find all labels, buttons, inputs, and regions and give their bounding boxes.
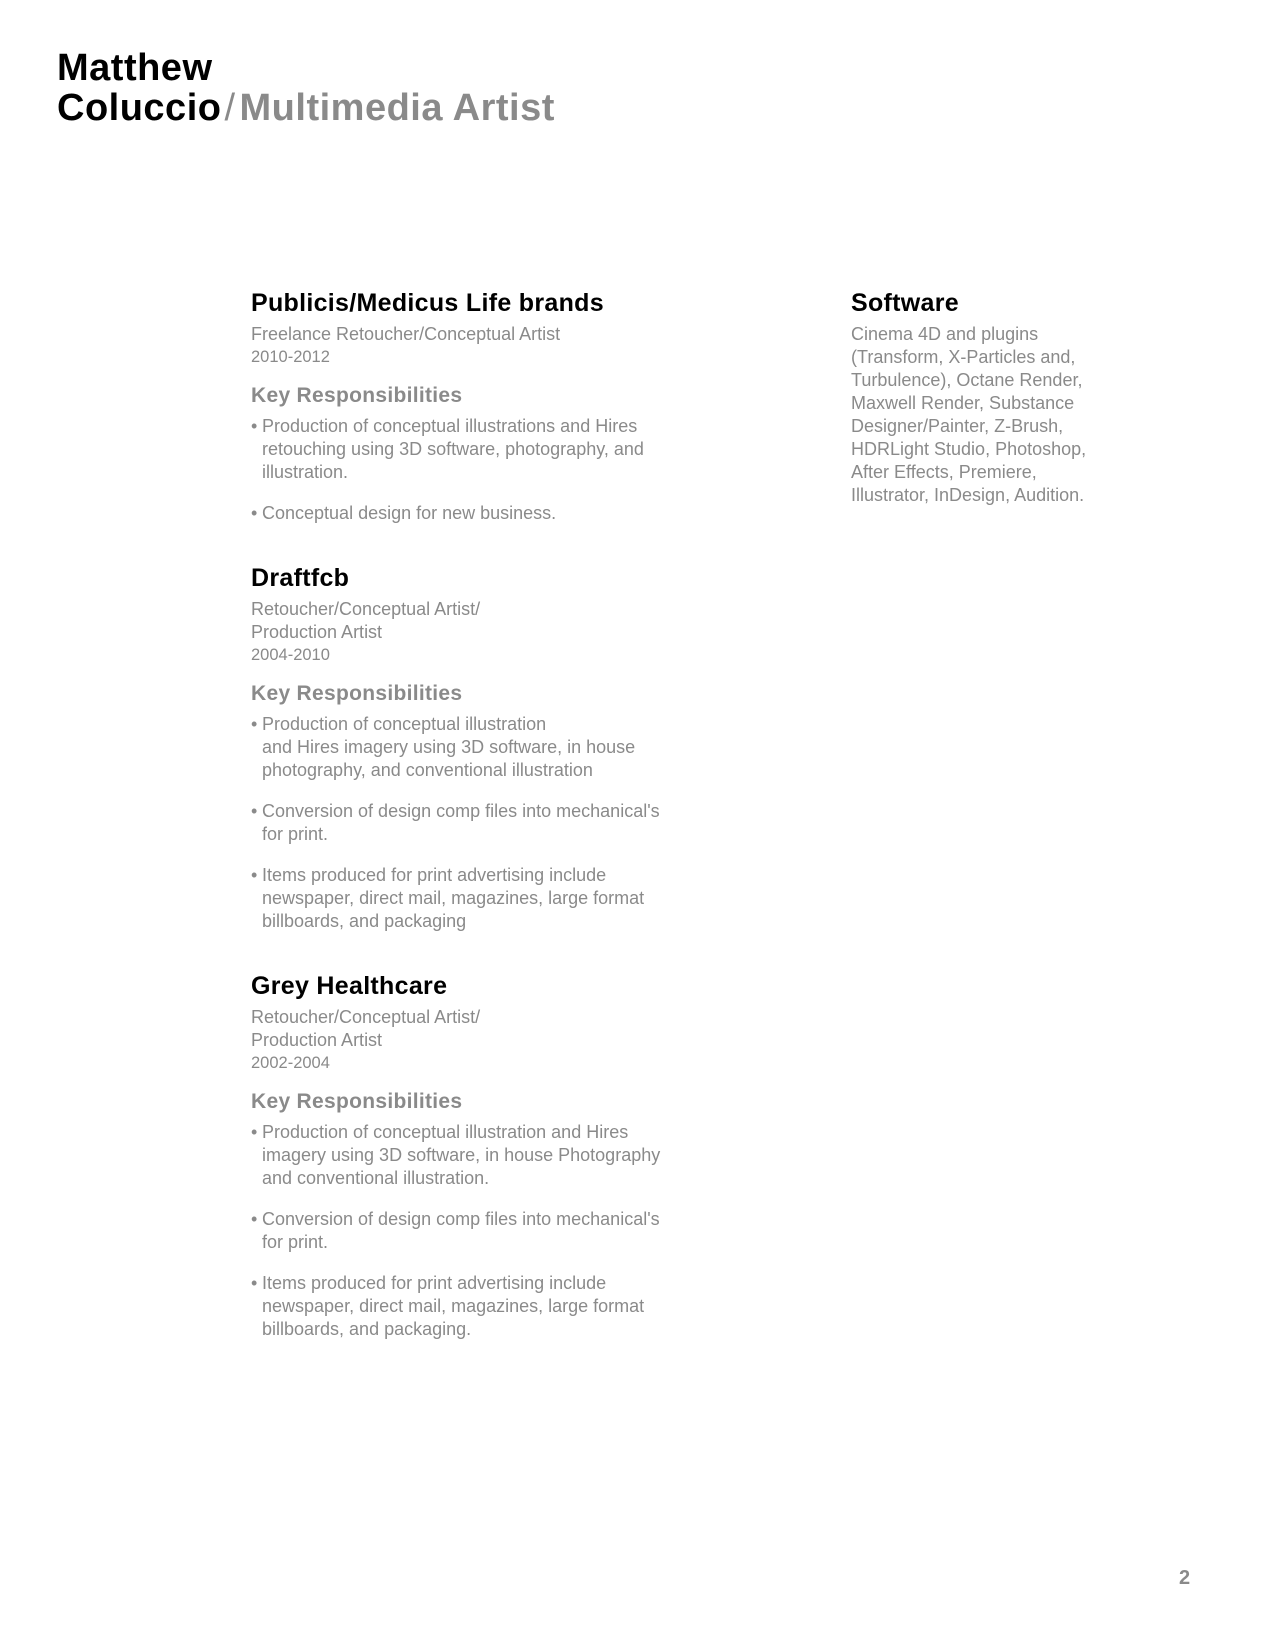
list-item-text: Production of conceptual illustration and Hires imagery using 3D software, in house photography, and conventional illustration <box>262 714 636 780</box>
list-item <box>251 415 731 484</box>
title-separator: / <box>224 87 236 129</box>
responsibilities-list <box>251 1121 731 1341</box>
job-entry-publicis <box>251 288 731 525</box>
bullet-icon: • <box>251 714 258 734</box>
job-dates: 2004-2010 <box>251 646 330 664</box>
job-dates: 2002-2004 <box>251 1054 330 1072</box>
responsibilities-heading: Key Responsibilities <box>251 682 463 705</box>
list-item-text: Conversion of design comp files into mechanical's for print. <box>262 801 660 844</box>
first-name: Matthew <box>57 47 213 89</box>
responsibilities-heading: Key Responsibilities <box>251 1090 463 1113</box>
page-header <box>57 48 555 128</box>
list-item <box>251 1121 731 1190</box>
list-item-text: Production of conceptual illustration and Hires imagery using 3D software, in house Photography and conventional illustration. <box>262 1122 661 1188</box>
list-item <box>251 1272 731 1341</box>
list-item <box>251 800 731 846</box>
responsibilities-list <box>251 415 731 525</box>
bullet-icon: • <box>251 416 258 436</box>
name-role-line <box>57 88 555 128</box>
job-entry-grey-healthcare <box>251 971 731 1341</box>
list-item-text: Items produced for print advertising include newspaper, direct mail, magazines, large format billboards, and packaging <box>262 865 645 931</box>
list-item <box>251 502 731 525</box>
job-role-title: Multimedia Artist <box>239 87 555 129</box>
bullet-icon: • <box>251 1209 258 1229</box>
company-name: Draftfcb <box>251 564 350 592</box>
job-position: Freelance Retoucher/Conceptual Artist <box>251 324 561 344</box>
list-item-text: Items produced for print advertising include newspaper, direct mail, magazines, large format billboards, and packaging. <box>262 1273 645 1339</box>
list-item-text: Conceptual design for new business. <box>262 503 557 523</box>
job-position: Retoucher/Conceptual Artist/ Production Artist <box>251 1007 481 1050</box>
bullet-icon: • <box>251 865 258 885</box>
job-position: Retoucher/Conceptual Artist/ Production Artist <box>251 599 481 642</box>
bullet-icon: • <box>251 503 258 523</box>
company-name: Publicis/Medicus Life brands <box>251 289 604 317</box>
last-name: Coluccio <box>57 87 222 129</box>
company-name: Grey Healthcare <box>251 972 448 1000</box>
job-entry-draftfcb <box>251 563 731 933</box>
responsibilities-list <box>251 713 731 933</box>
bullet-icon: • <box>251 801 258 821</box>
list-item <box>251 1208 731 1254</box>
software-column <box>851 288 1151 507</box>
page-number: 2 <box>1179 1567 1191 1589</box>
bullet-icon: • <box>251 1273 258 1293</box>
bullet-icon: • <box>251 1122 258 1142</box>
list-item-text: Conversion of design comp files into mechanical's for print. <box>262 1209 660 1252</box>
list-item <box>251 713 731 782</box>
software-heading: Software <box>851 289 959 317</box>
job-dates: 2010-2012 <box>251 348 330 366</box>
list-item-text: Production of conceptual illustrations and Hires retouching using 3D software, photography, and illustration. <box>262 416 644 482</box>
experience-column <box>251 288 731 1379</box>
software-list: Cinema 4D and plugins (Transform, X-Particles and, Turbulence), Octane Render, Maxwell Render, Substance Designer/Painter, Z-Brush, HDRLight Studio, Photoshop, After Effects, Premiere, Illustrator, InDesign, Audition. <box>851 324 1087 505</box>
list-item <box>251 864 731 933</box>
responsibilities-heading: Key Responsibilities <box>251 384 463 407</box>
